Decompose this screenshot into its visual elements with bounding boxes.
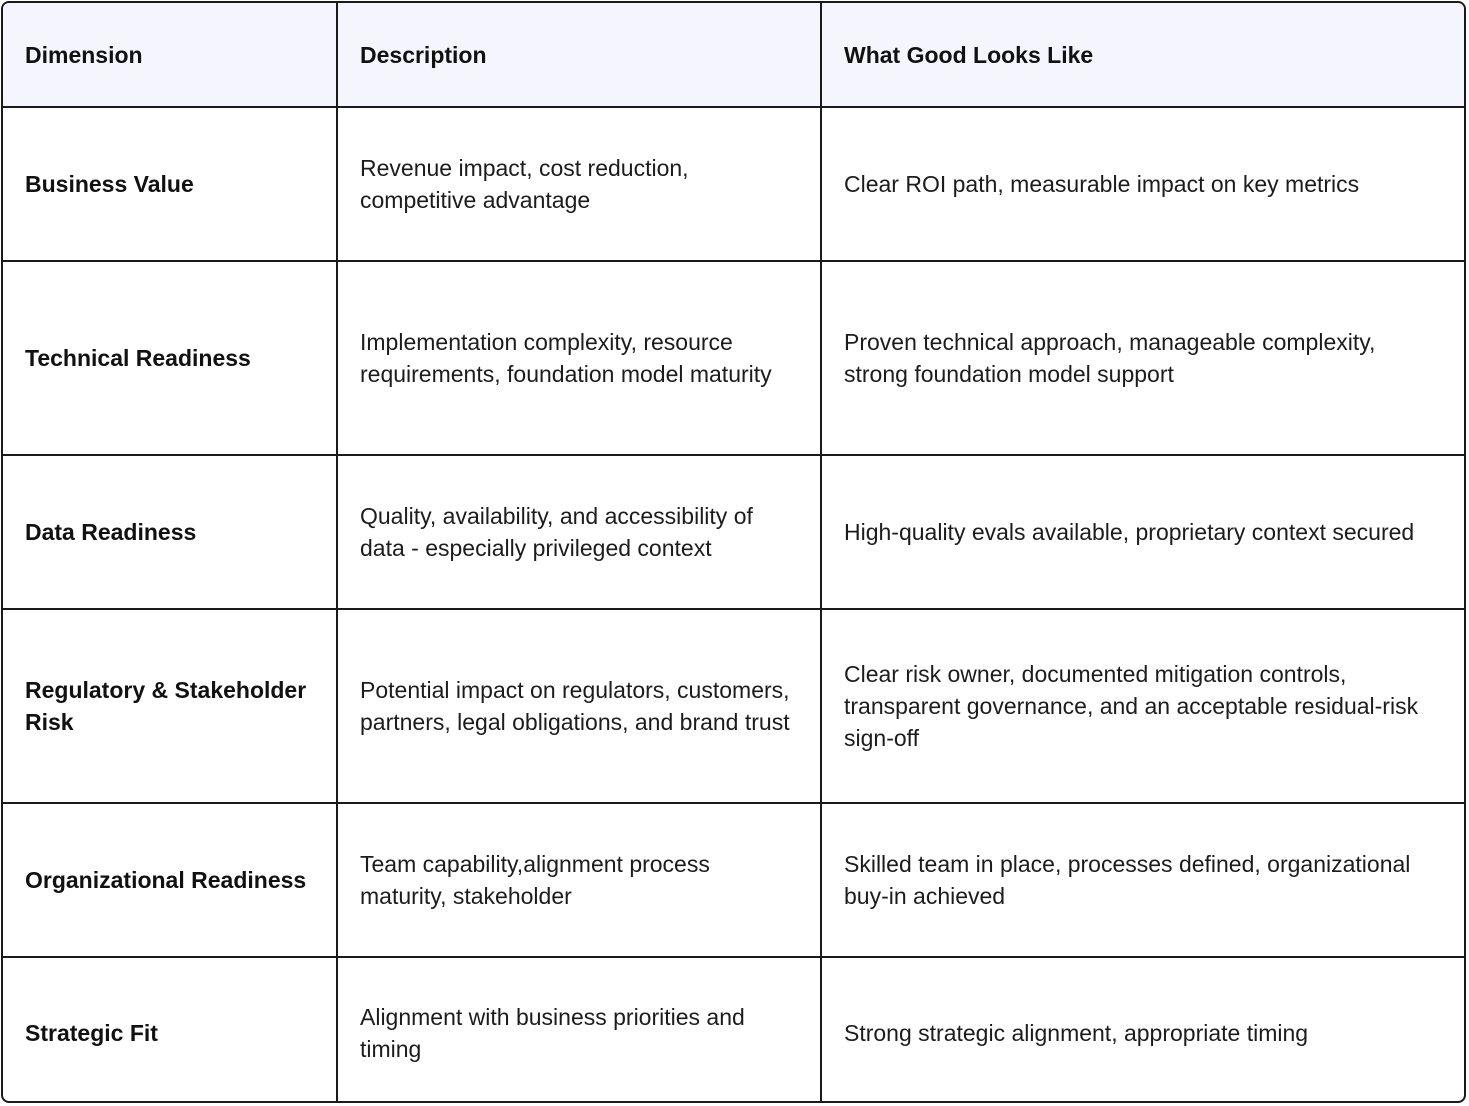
- row-what-good-looks-like: Skilled team in place, processes defined, organizational buy-in achieved: [821, 803, 1464, 957]
- table-row: [3, 957, 1464, 1103]
- header-what-good-looks-like: What Good Looks Like: [821, 3, 1464, 107]
- table-header-row: [3, 3, 1464, 107]
- row-what-good-looks-like: Proven technical approach, manageable complexity, strong foundation model support: [821, 261, 1464, 455]
- table-row: [3, 107, 1464, 261]
- header-description: Description: [337, 3, 821, 107]
- header-dimension: Dimension: [3, 3, 337, 107]
- row-what-good-looks-like: High-quality evals available, proprietary context secured: [821, 455, 1464, 609]
- row-dimension: Strategic Fit: [3, 957, 337, 1103]
- table-row: [3, 803, 1464, 957]
- row-description: Quality, availability, and accessibility of data - especially privileged context: [337, 455, 821, 609]
- row-description: Revenue impact, cost reduction, competitive advantage: [337, 107, 821, 261]
- table-row: [3, 455, 1464, 609]
- row-description: Team capability,alignment process maturity, stakeholder: [337, 803, 821, 957]
- row-dimension: Regulatory & Stakeholder Risk: [3, 609, 337, 803]
- dimensions-table: [3, 3, 1464, 1103]
- evaluation-table: [1, 1, 1466, 1103]
- row-what-good-looks-like: Clear ROI path, measurable impact on key metrics: [821, 107, 1464, 261]
- row-description: Alignment with business priorities and timing: [337, 957, 821, 1103]
- row-dimension: Technical Readiness: [3, 261, 337, 455]
- row-what-good-looks-like: Clear risk owner, documented mitigation controls, transparent governance, and an acceptable residual-risk sign-off: [821, 609, 1464, 803]
- row-description: Implementation complexity, resource requirements, foundation model maturity: [337, 261, 821, 455]
- table-row: [3, 609, 1464, 803]
- row-what-good-looks-like: Strong strategic alignment, appropriate timing: [821, 957, 1464, 1103]
- row-description: Potential impact on regulators, customers, partners, legal obligations, and brand trust: [337, 609, 821, 803]
- row-dimension: Organizational Readiness: [3, 803, 337, 957]
- table-row: [3, 261, 1464, 455]
- row-dimension: Data Readiness: [3, 455, 337, 609]
- row-dimension: Business Value: [3, 107, 337, 261]
